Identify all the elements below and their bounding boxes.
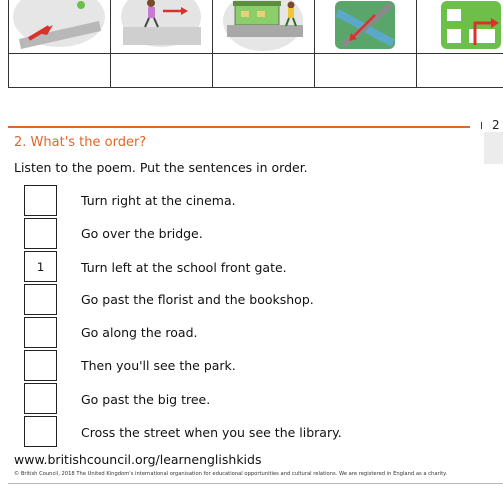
answer-cell-1[interactable] xyxy=(8,53,111,88)
picture-cell-5 xyxy=(416,0,503,54)
order-box-4[interactable] xyxy=(24,284,57,315)
sentence-8: Cross the street when you see the library. xyxy=(81,425,342,440)
page-edge-shadow xyxy=(484,132,503,164)
order-box-5[interactable] xyxy=(24,317,57,348)
picture-table xyxy=(8,0,503,88)
turn-arrow-map-icon xyxy=(417,0,503,53)
answer-cell-4[interactable] xyxy=(314,53,417,88)
order-box-2[interactable] xyxy=(24,218,57,249)
footer-divider xyxy=(8,483,503,484)
section-heading: 2. What's the order? xyxy=(14,135,147,150)
answer-cell-5[interactable] xyxy=(416,53,503,88)
picture-cell-1 xyxy=(8,0,111,54)
picture-cell-3 xyxy=(212,0,315,54)
sentence-4: Go past the florist and the bookshop. xyxy=(81,292,314,307)
answer-cell-2[interactable] xyxy=(110,53,213,88)
sentence-3: Turn left at the school front gate. xyxy=(81,260,287,275)
section-divider xyxy=(8,126,470,128)
sentence-1: Turn right at the cinema. xyxy=(81,193,236,208)
order-box-1[interactable] xyxy=(24,185,57,216)
school-gate-icon xyxy=(213,0,314,53)
sentence-6: Then you'll see the park. xyxy=(81,358,236,373)
picture-cell-2 xyxy=(110,0,213,54)
walking-girl-icon xyxy=(111,0,212,53)
sentence-2: Go over the bridge. xyxy=(81,226,203,241)
order-box-8[interactable] xyxy=(24,416,57,447)
picture-cell-4 xyxy=(314,0,417,54)
page-marker: I xyxy=(480,121,483,132)
section-instruction: Listen to the poem. Put the sentences in order. xyxy=(14,160,308,175)
order-box-3[interactable]: 1 xyxy=(24,251,57,282)
answer-cell-3[interactable] xyxy=(212,53,315,88)
road-arrow-icon xyxy=(9,0,110,53)
sentence-7: Go past the big tree. xyxy=(81,392,211,407)
copyright-text: © British Council, 2018 The United Kingdom's international organisation for educational opportunities and cultural relations. We are registered in England as a charity. xyxy=(14,471,448,477)
order-box-7[interactable] xyxy=(24,383,57,414)
sentence-5: Go along the road. xyxy=(81,325,198,340)
footer-url[interactable]: www.britishcouncil.org/learnenglishkids xyxy=(14,452,262,467)
order-box-6[interactable] xyxy=(24,350,57,381)
bridge-map-icon xyxy=(315,0,416,53)
page-number: 2 xyxy=(492,118,500,132)
